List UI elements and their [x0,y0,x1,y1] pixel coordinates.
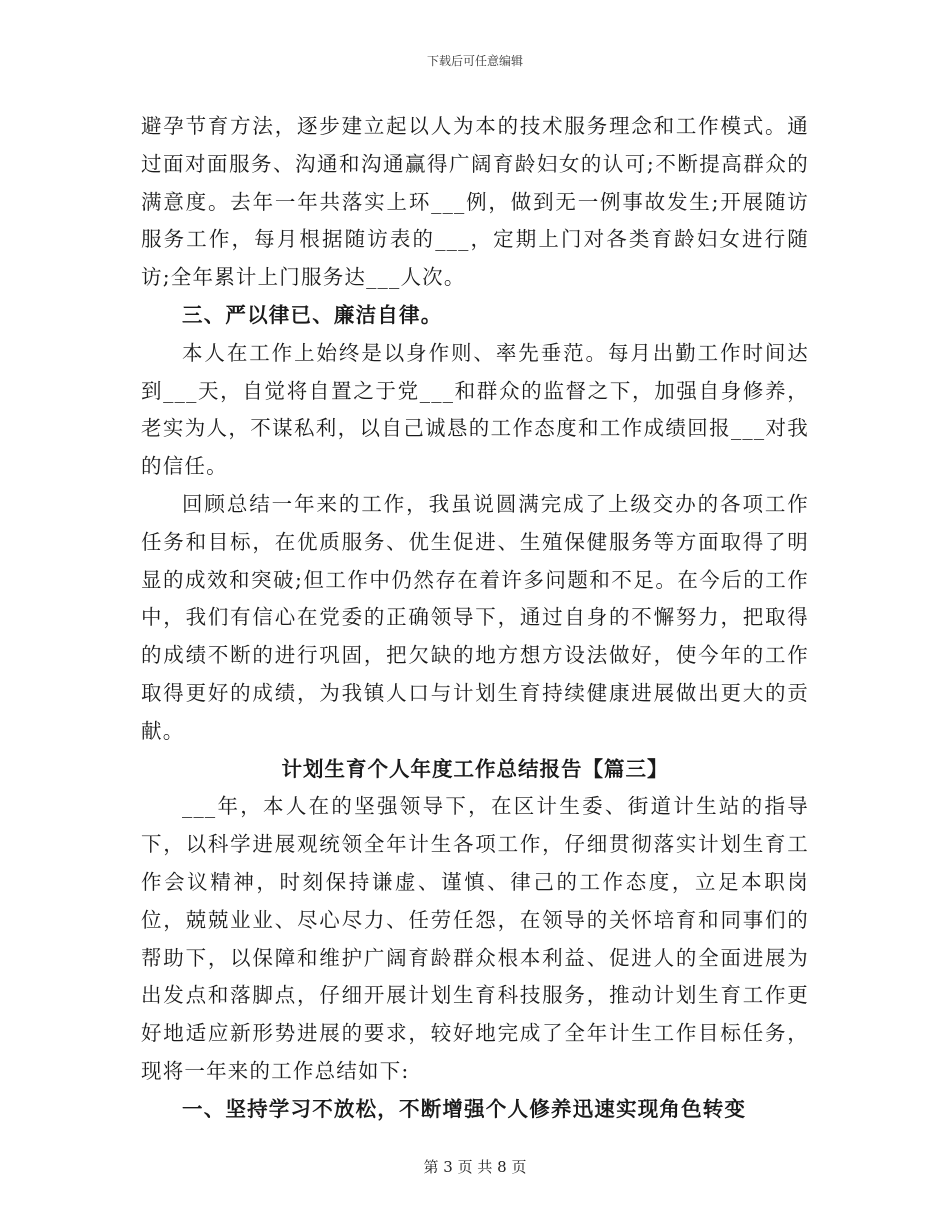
paragraph-self-discipline: 本人在工作上始终是以身作则、率先垂范。每月出勤工作时间达到___天，自觉将自置之于党___和群众的监督之下，加强自身修养，老实为人，不谋私利，以自己诚恳的工作态度和工作成绩回报___对我的信任。 [141,340,809,479]
page-number: 第 3 页 共 8 页 [423,1158,527,1176]
document-body [141,108,809,1129]
page-header-note: 下载后可任意编辑 [426,54,523,68]
paragraph-year-review: 回顾总结一年来的工作，我虽说圆满完成了上级交办的各项工作任务和目标，在优质服务、优生促进、生殖保健服务等方面取得了明显的成效和突破;但工作中仍然存在着许多问题和不足。在今后的工作中，我们有信心在党委的正确领导下，通过自身的不懈努力，把取得的成绩不断的进行巩固，把欠缺的地方想方设法做好，使今年的工作取得更好的成绩，为我镇人口与计划生育持续健康进展做出更大的贡献。 [141,491,809,743]
paragraph-report-intro: ___年，本人在的坚强领导下，在区计生委、街道计生站的指导下，以科学进展观统领全年计生各项工作，仔细贯彻落实计划生育工作会议精神，时刻保持谦虚、谨慎、律己的工作态度，立足本职岗位，兢兢业业、尽心尽力、任劳任怨，在领导的关怀培育和同事们的帮助下，以保障和维护广阔育龄群众根本利益、促进人的全面进展为出发点和落脚点，仔细开展计划生育科技服务，推动计划生育工作更好地适应新形势进展的要求，较好地完成了全年计生工作目标任务，现将一年来的工作总结如下: [141,794,809,1083]
report-title: 计划生育个人年度工作总结报告【篇三】 [281,756,669,781]
section-heading-self-discipline: 三、严以律已、廉洁自律。 [182,302,443,327]
paragraph-contraception-services: 避孕节育方法，逐步建立起以人为本的技术服务理念和工作模式。通过面对面服务、沟通和沟通赢得广阔育龄妇女的认可;不断提高群众的满意度。去年一年共落实上环___例，做到无一例事故发生;开展随访服务工作，每月根据随访表的___，定期上门对各类育龄妇女进行随访;全年累计上门服务达___人次。 [141,114,809,290]
section-heading-continuous-learning: 一、坚持学习不放松，不断增强个人修养迅速实现角色转变 [182,1096,747,1121]
